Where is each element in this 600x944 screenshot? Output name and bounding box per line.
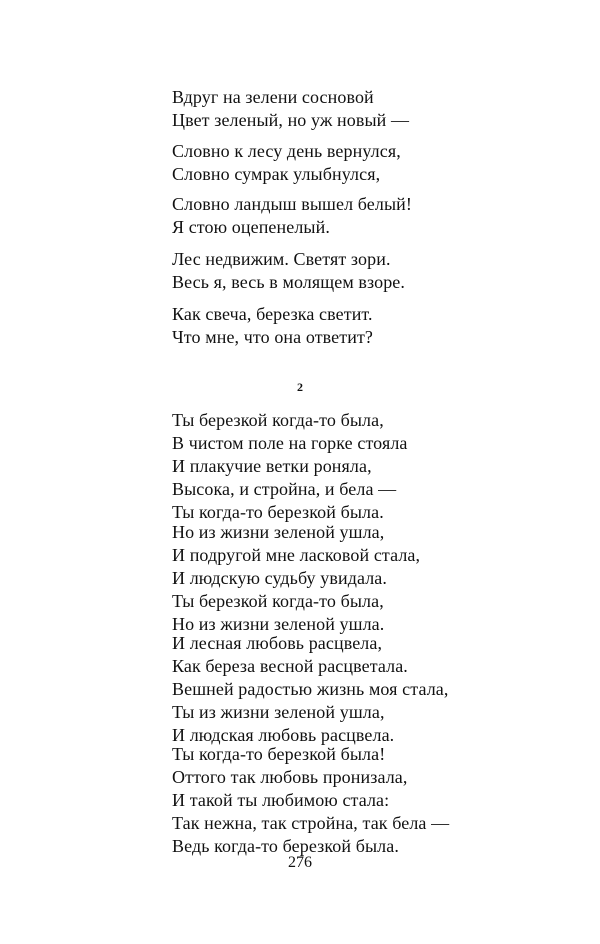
verse-line: Ты березкой когда-то была,: [172, 591, 384, 611]
stanza: [172, 303, 572, 349]
verse-line: Вдруг на зелени сосновой: [172, 87, 374, 107]
verse-line: Лес недвижим. Светят зори.: [172, 249, 391, 269]
stanza: [172, 743, 572, 858]
verse-line: Ты из жизни зеленой ушла,: [172, 702, 385, 722]
verse-line: И людская любовь расцвела.: [172, 725, 395, 745]
verse-line: Как свеча, березка светит.: [172, 304, 373, 324]
stanza: [172, 86, 572, 132]
verse-line: Так нежна, так стройна, так бела —: [172, 813, 450, 833]
stanza: [172, 248, 572, 294]
verse-line: Словно сумрак улыбнулся,: [172, 164, 381, 184]
verse-line: Оттого так любовь пронизала,: [172, 767, 408, 787]
verse-line: Ты березкой когда-то была,: [172, 410, 384, 430]
verse-line: И такой ты любимою стала:: [172, 790, 390, 810]
verse-line: Ты когда-то березкой была!: [172, 744, 386, 764]
verse-line: И плакучие ветки роняла,: [172, 456, 372, 476]
verse-line: Цвет зеленый, но уж новый —: [172, 110, 410, 130]
verse-line: И лесная любовь расцвела,: [172, 633, 383, 653]
stanza: [172, 140, 572, 186]
verse-line: Что мне, что она ответит?: [172, 327, 374, 347]
verse-line: Как береза весной расцветала.: [172, 656, 408, 676]
verse-line: В чистом поле на горке стояла: [172, 433, 408, 453]
section-number: 2: [297, 380, 303, 394]
verse-line: Вешней радостью жизнь моя стала,: [172, 679, 449, 699]
stanza: [172, 632, 572, 747]
stanza: [172, 521, 572, 636]
verse-line: Я стою оцепенелый.: [172, 217, 330, 237]
verse-line: Но из жизни зеленой ушла,: [172, 522, 385, 542]
verse-line: И людскую судьбу увидала.: [172, 568, 387, 588]
verse-line: Высока, и стройна, и бела —: [172, 479, 397, 499]
verse-line: Весь я, весь в молящем взоре.: [172, 272, 405, 292]
page-number: 276: [288, 854, 312, 871]
verse-line: Но из жизни зеленой ушла.: [172, 614, 385, 634]
verse-line: Ведь когда-то березкой была.: [172, 836, 399, 856]
verse-line: Словно ландыш вышел белый!: [172, 194, 412, 214]
verse-line: Ты когда-то березкой была.: [172, 502, 384, 522]
verse-line: Словно к лесу день вернулся,: [172, 141, 401, 161]
stanza: [172, 193, 572, 239]
stanza: [172, 409, 572, 524]
verse-line: И подругой мне ласковой стала,: [172, 545, 421, 565]
